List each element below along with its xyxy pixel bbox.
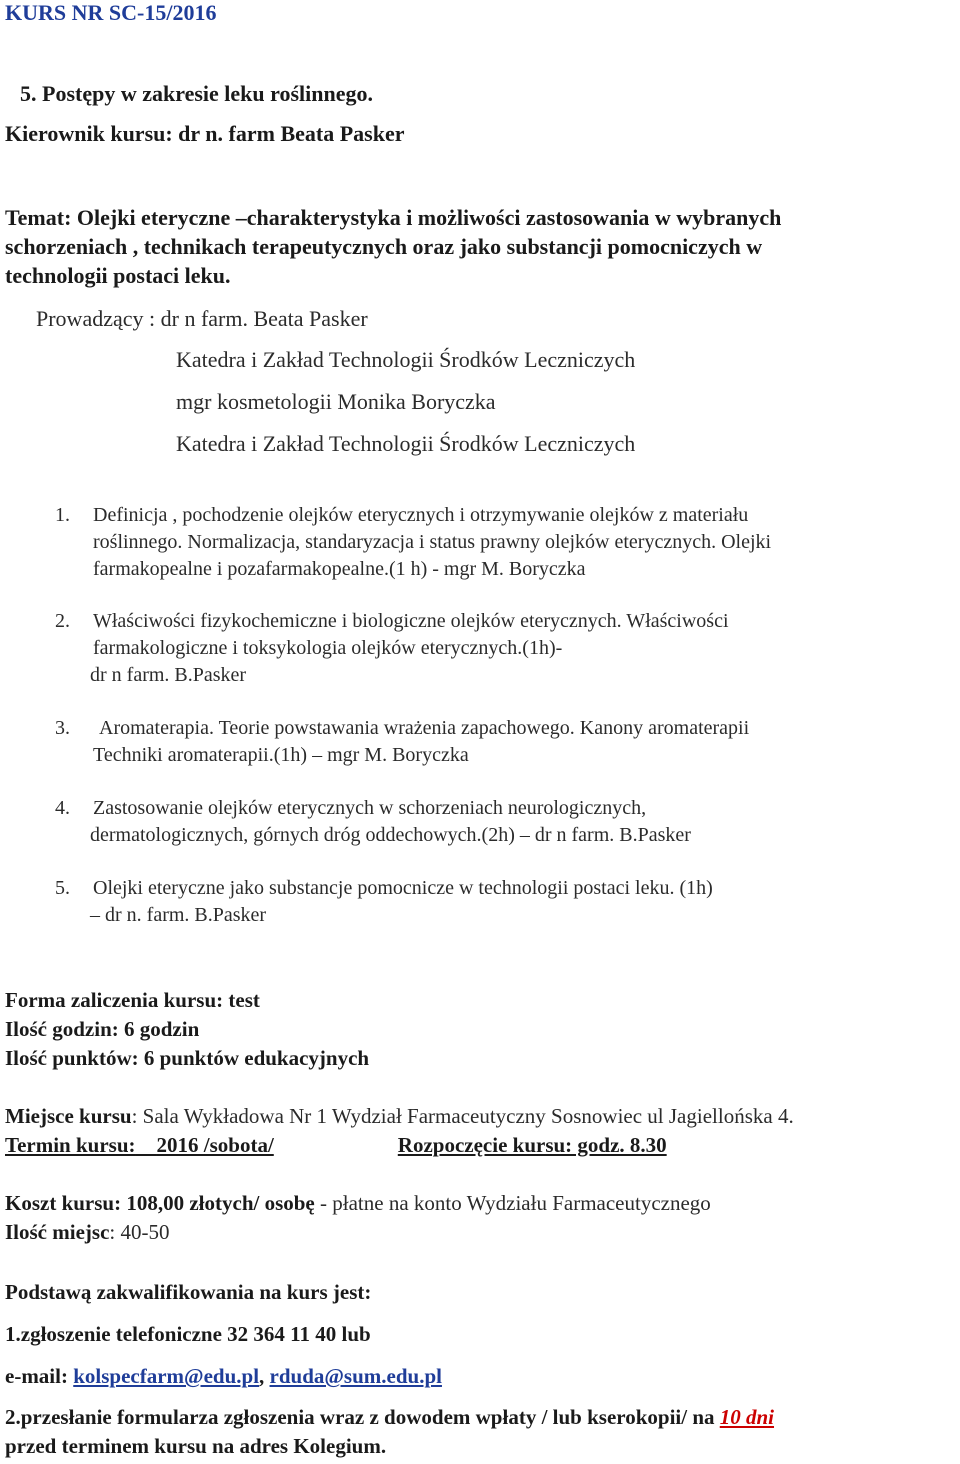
lecturer-1-department: Katedra i Zakład Technologii Środków Leczniczych — [176, 347, 636, 372]
qualification-phone: 1.zgłoszenie telefoniczne 32 364 11 40 lub — [5, 1322, 371, 1346]
program-item-line: Zastosowanie olejków eterycznych w schorzeniach neurologicznych, — [93, 797, 647, 819]
program-item-line: Olejki eteryczne jako substancje pomocnicze w technologii postaci leku. (1h) — [93, 877, 713, 899]
course-title: 5. Postępy w zakresie leku roślinnego. — [20, 81, 374, 106]
program-item-line: Definicja , pochodzenie olejków eterycznych i otrzymywanie olejków z materiału — [93, 504, 749, 526]
send-days-highlight: 10 dni — [719, 1405, 775, 1429]
lecturer-2: mgr kosmetologii Monika Boryczka — [176, 389, 496, 414]
email-label: e-mail: — [5, 1364, 74, 1388]
course-cost-label: Koszt kursu — [5, 1191, 115, 1215]
topic-line-2: schorzeniach , technikach terapeutycznych oraz jako substancji pomocniczych w — [5, 234, 763, 259]
course-place-value: : Sala Wykładowa Nr 1 Wydział Farmaceutyczny Sosnowiec ul Jagiellońska 4. — [131, 1104, 794, 1128]
program-item-line: Techniki aromaterapii.(1h) – mgr M. Boryczka — [93, 744, 469, 766]
course-cost-value: : 108,00 złotych/ osobę — [114, 1191, 315, 1215]
course-term-label: Termin kursu: — [5, 1133, 136, 1157]
course-term-value: 2016 /sobota/ — [156, 1133, 274, 1157]
program-item-line: Właściwości fizykochemiczne i biologiczne olejków eterycznych. Właściwości — [93, 610, 729, 632]
program-item-line: farmakopealne i pozafarmakopealne.(1 h) - mgr M. Boryczka — [93, 558, 586, 580]
program-item-number: 3. — [55, 717, 70, 739]
topic-line-3: technologii postaci leku. — [5, 263, 231, 288]
course-cost-note: - płatne na konto Wydziału Farmaceutycznego — [314, 1191, 711, 1215]
program-item-line: farmakologiczne i toksykologia olejków eterycznych.(1h)- — [93, 637, 563, 659]
course-start: Rozpoczęcie kursu: godz. 8.30 — [397, 1133, 667, 1157]
course-seats — [5, 1222, 169, 1243]
course-hours: Ilość godzin: 6 godzin — [5, 1017, 200, 1041]
lecturer-1: Prowadzący : dr n farm. Beata Pasker — [36, 306, 368, 331]
qualification-send-line-1 — [5, 1407, 774, 1428]
email-separator: , — [259, 1364, 270, 1388]
qualification-heading: Podstawą zakwalifikowania na kurs jest: — [5, 1280, 372, 1304]
course-number-heading: KURS NR SC-15/2016 — [5, 0, 217, 25]
lecturer-2-department: Katedra i Zakład Technologii Środków Leczniczych — [176, 431, 636, 456]
course-place-label: Miejsce kursu — [5, 1104, 132, 1128]
course-seats-label: Ilość miejsc — [5, 1220, 110, 1244]
assessment-form: Forma zaliczenia kursu: test — [5, 988, 260, 1012]
program-item-line: – dr n. farm. B.Pasker — [90, 904, 267, 926]
email-link-kolspecfarm[interactable]: kolspecfarm@edu.pl — [73, 1364, 260, 1388]
course-seats-value: : 40-50 — [109, 1220, 170, 1244]
send-text: 2.przesłanie formularza zgłoszenia wraz z dowodem wpłaty / lub kserokopii/ na — [5, 1405, 720, 1429]
program-item-number: 5. — [55, 877, 70, 899]
program-item-number: 1. — [55, 504, 70, 526]
program-item-line: Aromaterapia. Teorie powstawania wrażenia zapachowego. Kanony aromaterapii — [99, 717, 750, 739]
course-cost — [5, 1193, 711, 1214]
course-points: Ilość punktów: 6 punktów edukacyjnych — [5, 1046, 370, 1070]
program-item-number: 2. — [55, 610, 70, 632]
topic-line-1: Temat: Olejki eteryczne –charakterystyka i możliwości zastosowania w wybranych — [5, 205, 782, 230]
program-item-line: roślinnego. Normalizacja, standaryzacja i status prawny olejków eterycznych. Olejki — [93, 531, 772, 553]
course-place — [5, 1106, 794, 1127]
course-leader: Kierownik kursu: dr n. farm Beata Pasker — [5, 121, 405, 146]
email-link-rduda[interactable]: rduda@sum.edu.pl — [269, 1364, 442, 1388]
qualification-send-line-2: przed terminem kursu na adres Kolegium. — [5, 1434, 387, 1458]
qualification-email — [5, 1366, 442, 1387]
program-item-number: 4. — [55, 797, 70, 819]
course-term — [5, 1135, 667, 1156]
program-item-line: dermatologicznych, górnych dróg oddechowych.(2h) – dr n farm. B.Pasker — [90, 824, 691, 846]
program-item-line: dr n farm. B.Pasker — [90, 664, 247, 686]
